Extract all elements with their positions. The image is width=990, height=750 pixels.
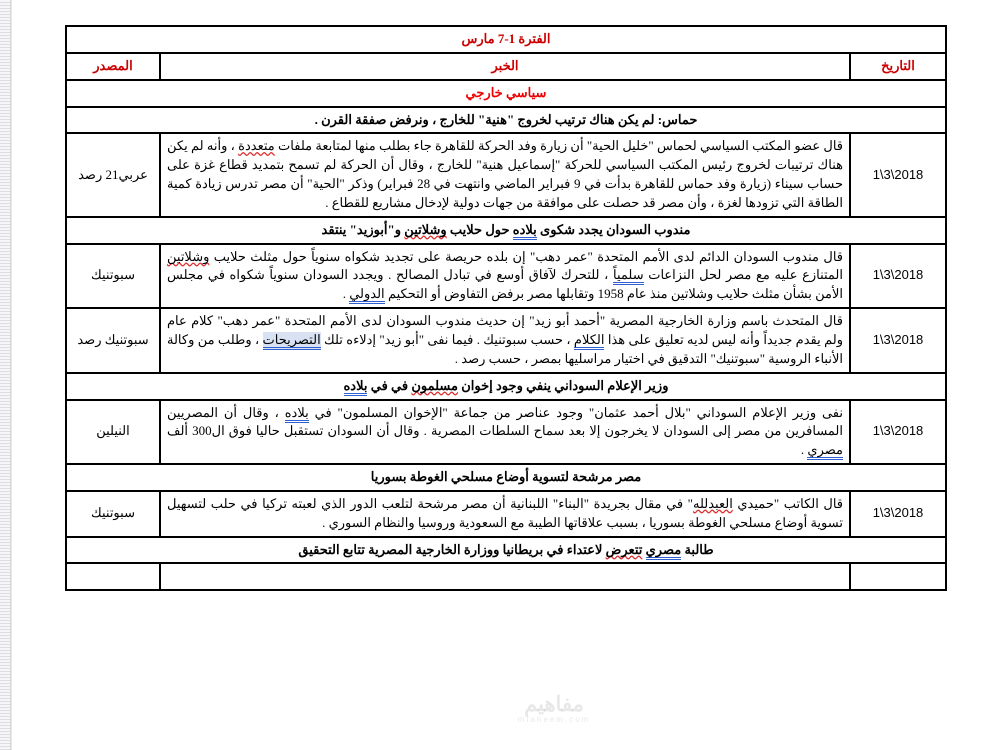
table-row-column-headers: [66, 53, 946, 80]
entry-source: سبوتنيك رصد: [66, 308, 160, 373]
period-title: الفترة 1-7 مارس: [66, 26, 946, 53]
watermark-subtext: mfaheem.com: [517, 715, 591, 725]
table-row: [66, 244, 946, 309]
table-row-headline: [66, 107, 946, 134]
headline-entry-3: وزير الإعلام السوداني ينفي وجود إخوان مسلمون في في بلاده: [66, 373, 946, 400]
entry-body: [160, 563, 850, 590]
table-row-headline: [66, 373, 946, 400]
table-row-period-title: [66, 26, 946, 53]
column-header-date: التاريخ: [850, 53, 946, 80]
table-row: [66, 563, 946, 590]
table-row: [66, 400, 946, 465]
entry-body: قال عضو المكتب السياسي لحماس "خليل الحية" أن زيارة وفد الحركة للقاهرة جاء بطلب منها لمتابعة ملفات متعددة ، وأنه لم يكن هناك ترتيبات لخروج رئيس المكتب السياسي للحركة "إسماعيل هنية" للخارج ، وقال أن الحركة لم تسمح بتمديد قطاع غزة على حساب سيناء (زيارة وفد حماس للقاهرة بدأت في 9 فبراير الماضي وانتهت في 28 فبراير) وذكر "الحية" أن مصر تدرس زيادة كمية الطاقة التي تزودها لغزة ، وأن مصر قد حصلت على موافقة من جهات دولية لإدخال مشاريع للقطاع .: [160, 133, 850, 216]
entry-date: 1\3\2018: [850, 491, 946, 537]
entry-source: [66, 563, 160, 590]
table-row: [66, 133, 946, 216]
watermark-text: مفاهيم: [524, 693, 584, 716]
headline-trailing: طالبة مصري تتعرض لاعتداء في بريطانيا ووزارة الخارجية المصرية تتابع التحقيق: [66, 537, 946, 564]
table-row-section-header: [66, 80, 946, 107]
entry-date: 1\3\2018: [850, 308, 946, 373]
table-row-headline: [66, 217, 946, 244]
entry-date: 1\3\2018: [850, 133, 946, 216]
watermark: [464, 694, 644, 724]
entry-date: 1\3\2018: [850, 244, 946, 309]
entry-source: سبوتنيك: [66, 244, 160, 309]
table-row-headline: [66, 537, 946, 564]
entry-body: قال الكاتب "حميدي العبدلله" في مقال بجريدة "البناء" اللبنانية أن مصر مرشحة لتلعب الدور الذي لعبته تركيا في حلب لتسهيل تسوية أوضاع مسلحي الغوطة بسوريا ، بسبب علاقاتها الطيبة مع السعودية وروسيا والنظام السوري .: [160, 491, 850, 537]
entry-source: النيلين: [66, 400, 160, 465]
entry-body: قال المتحدث باسم وزارة الخارجية المصرية "أحمد أبو زيد" إن حديث مندوب السودان لدى الأمم المتحدة "عمر دهب" كلام عام ولم يقدم جديداً وأنه ليس لديه تعليق على هذا الكلام ، حسب سبوتنيك . فيما نفى "أبو زيد" إدلاءه تلك التصريحات ، وطلب من وكالة الأنباء الروسية "سبوتنيك" التدقيق في اختيار مراسليها بمصر ، حسب رصد .: [160, 308, 850, 373]
headline-entry-1: مندوب السودان يجدد شكوى بلاده حول حلايب وشلاتين و"أبوزيد" ينتقد: [66, 217, 946, 244]
entry-source: سبوتنيك: [66, 491, 160, 537]
entry-body: قال مندوب السودان الدائم لدى الأمم المتحدة "عمر دهب" إن بلده حريصة على تجديد شكواه سنوياً حول مثلث حلايب وشلاتين المتنازع عليه مع مصر لحل النزاعات سلمياً ، للتحرك لآفاق أوسع في تبادل المصالح . ويجدد السودان سنوياً شكواه في مجلس الأمن بشأن مثلث حلايب وشلاتين منذ عام 1958 وتقابلها مصر برفض التفاوض أو التحكيم الدولي .: [160, 244, 850, 309]
headline-entry-4: مصر مرشحة لتسوية أوضاع مسلحي الغوطة بسوريا: [66, 464, 946, 491]
table-row: [66, 491, 946, 537]
table-row-headline: [66, 464, 946, 491]
entry-source: عربي21 رصد: [66, 133, 160, 216]
column-header-source: المصدر: [66, 53, 160, 80]
news-digest-table: [66, 26, 946, 590]
column-header-news: الخبر: [160, 53, 850, 80]
entry-date: 1\3\2018: [850, 400, 946, 465]
entry-date: [850, 563, 946, 590]
left-margin-ruler: [0, 0, 11, 750]
entry-body: نفى وزير الإعلام السوداني "بلال أحمد عثمان" وجود عناصر من جماعة "الإخوان المسلمون" في بلاده ، وقال أن المصريين المسافرين من مصر إلى السودان لا يخرجون إلا بعد سماح السلطات المصرية . وقال أن السودان تستقبل حاليا فوق ال300 ألف مصري .: [160, 400, 850, 465]
table-row: [66, 308, 946, 373]
section-title: سياسي خارجي: [66, 80, 946, 107]
headline-entry-0: حماس: لم يكن هناك ترتيب لخروج "هنية" للخارج ، ونرفض صفقة القرن .: [66, 107, 946, 134]
document-page: [12, 0, 990, 750]
